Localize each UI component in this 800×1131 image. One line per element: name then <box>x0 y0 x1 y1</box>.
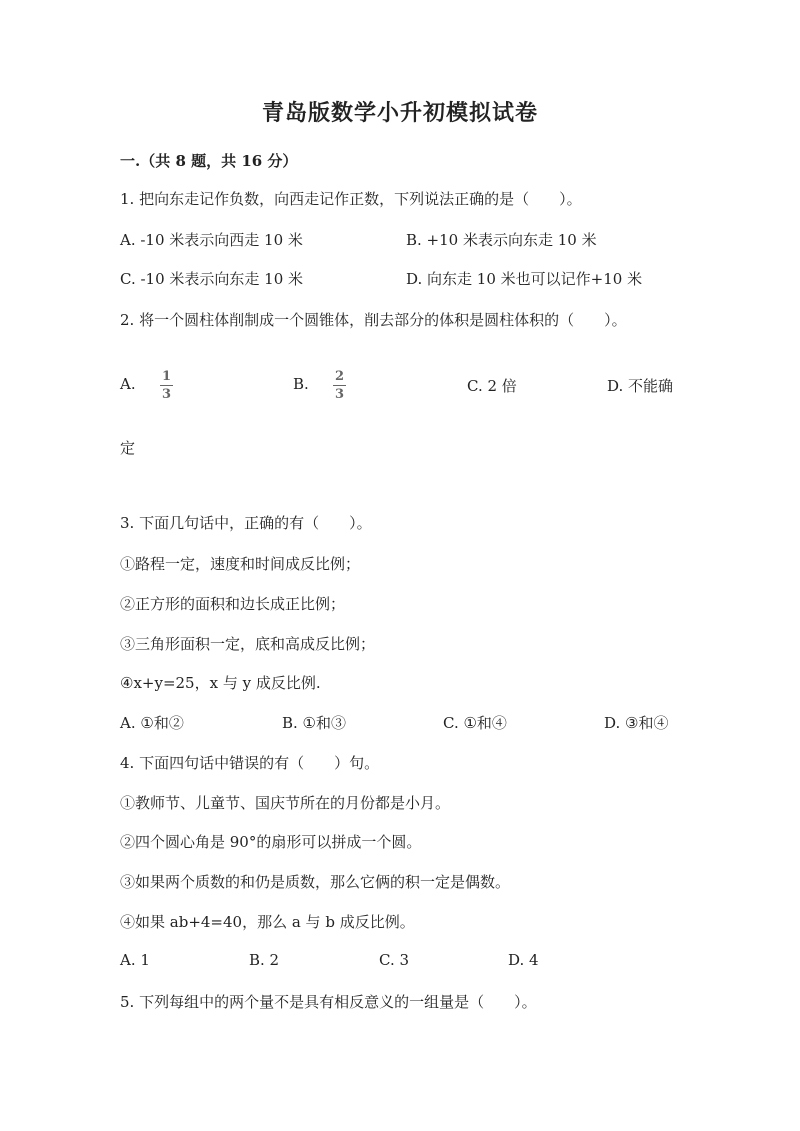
question-3-option-c: C. ①和④ <box>443 714 507 732</box>
question-4-statement-4: ④如果 ab+4=40，那么 a 与 b 成反比例。 <box>120 913 415 931</box>
question-4-statement-3: ③如果两个质数的和仍是质数，那么它俩的积一定是偶数。 <box>120 873 511 891</box>
question-4-stem: 4. 下面四句话中错误的有（ ）句。 <box>120 754 380 772</box>
question-3-statement-2: ②正方形的面积和边长成正比例； <box>120 595 346 613</box>
question-4-statement-2: ②四个圆心角是 90°的扇形可以拼成一个圆。 <box>120 833 422 851</box>
fraction-denominator: 3 <box>162 387 172 402</box>
fraction-two-thirds <box>333 370 346 401</box>
question-1-option-a: A. -10 米表示向西走 10 米 <box>120 231 303 249</box>
question-4-option-d: D. 4 <box>508 951 539 969</box>
question-3-option-d: D. ③和④ <box>604 714 669 732</box>
question-2-option-d-wrap: 定 <box>120 439 136 457</box>
fraction-numerator: 1 <box>162 369 172 384</box>
page-title: 青岛版数学小升初模拟试卷 <box>261 100 538 126</box>
fraction-denominator: 3 <box>335 387 345 402</box>
question-2-option-c: C. 2 倍 <box>467 377 517 395</box>
fraction-numerator: 2 <box>335 369 345 384</box>
question-2-option-b-label: B. <box>293 375 309 393</box>
question-4-option-a: A. 1 <box>120 951 150 969</box>
question-4-statement-1: ①教师节、儿童节、国庆节所在的月份都是小月。 <box>120 794 451 812</box>
question-1-option-d: D. 向东走 10 米也可以记作+10 米 <box>406 270 643 288</box>
question-3-statement-1: ①路程一定，速度和时间成反比例； <box>120 555 361 573</box>
question-2-option-a-label: A. <box>120 375 136 393</box>
question-3-statement-4: ④x+y=25，x 与 y 成反比例. <box>120 674 321 692</box>
question-3-option-b: B. ①和③ <box>282 714 347 732</box>
question-3-stem: 3. 下面几句话中，正确的有（ ）。 <box>120 514 372 532</box>
question-1-option-b: B. +10 米表示向东走 10 米 <box>406 231 597 249</box>
section-heading: 一.（共 8 题，共 16 分） <box>120 152 298 170</box>
question-1-option-c: C. -10 米表示向东走 10 米 <box>120 270 304 288</box>
question-3-statement-3: ③三角形面积一定，底和高成反比例； <box>120 635 376 653</box>
question-4-option-c: C. 3 <box>379 951 410 969</box>
fraction-one-third <box>160 370 173 401</box>
question-4-option-b: B. 2 <box>249 951 280 969</box>
question-2-option-d: D. 不能确 <box>607 377 674 395</box>
question-2-stem: 2. 将一个圆柱体削制成一个圆锥体，削去部分的体积是圆柱体积的（ ）。 <box>120 311 627 329</box>
question-1-stem: 1. 把向东走记作负数，向西走记作正数，下列说法正确的是（ ）。 <box>120 190 582 208</box>
question-3-option-a: A. ①和② <box>120 714 184 732</box>
question-5-stem: 5. 下列每组中的两个量不是具有相反意义的一组量是（ ）。 <box>120 993 537 1011</box>
